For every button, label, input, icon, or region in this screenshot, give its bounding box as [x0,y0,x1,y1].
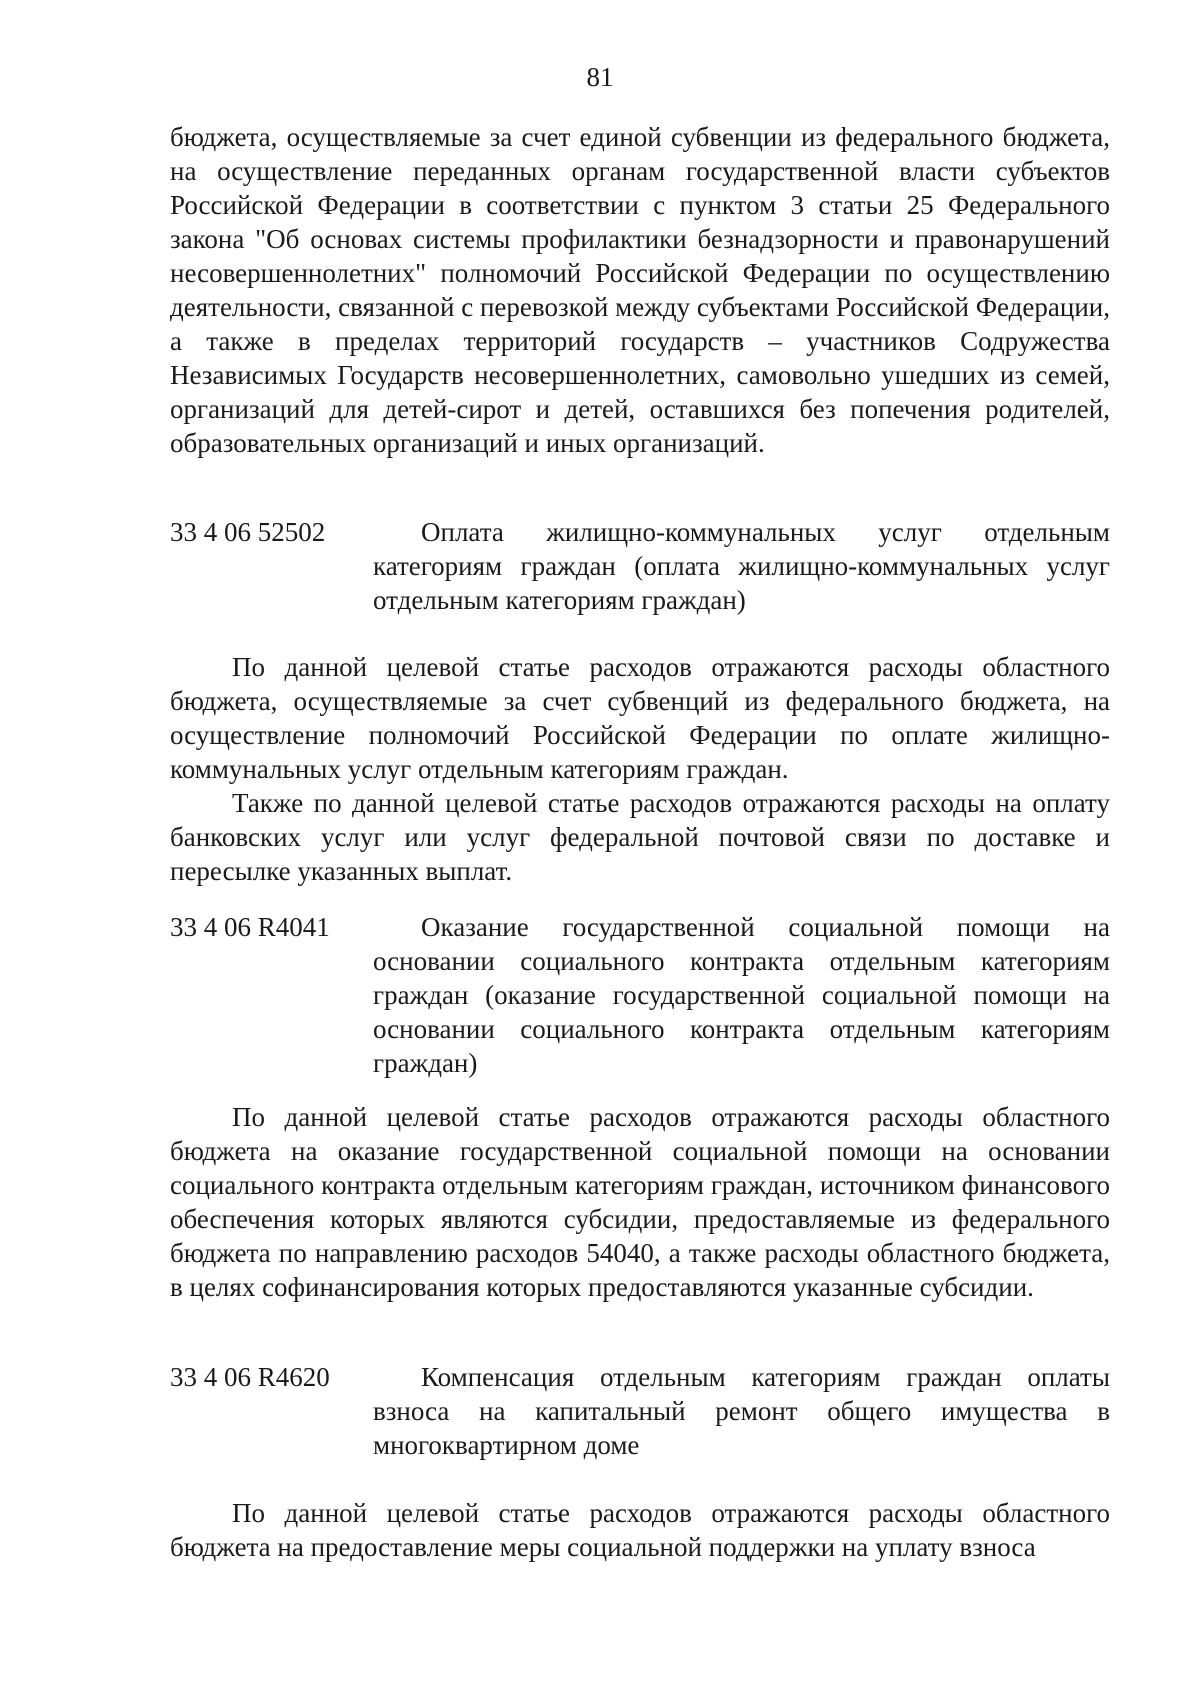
entry-52502-paragraph-1: По данной целевой статье расходов отражаются расходы областного бюджета, осуществляемые за счет субвенций из федерального бюджета, на осуществление полномочий Российской Федерации по оплате жилищно-коммунальных услуг отдельным категориям граждан. [170,652,1110,784]
entry-R4041-paragraph-1: По данной целевой статье расходов отражаются расходы областного бюджета на оказание государственной социальной помощи на основании социального контракта отдельным категориям граждан, источником финансового обеспечения которых являются субсидии, предоставляемые из федерального бюджета по направлению расходов 54040, а также расходы областного бюджета, в целях софинансирования которых предоставляются указанные субсидии. [170,1102,1110,1302]
entry-code-R4620: 33 4 06 R4620 [170,1362,330,1392]
entry-title-R4041: Оказание государственной социальной помощи на основании социального контракта отдельным категориям граждан (оказание государственной социальной помощи на основании социального контракта отдельным категориям граждан) [373,912,1110,1078]
entry-title-52502: Оплата жилищно-коммунальных услуг отдельным категориям граждан (оплата жилищно-коммунальных услуг отдельным категориям граждан) [373,517,1110,615]
entry-52502-paragraph-2: Также по данной целевой статье расходов отражаются расходы на оплату банковских услуг или услуг федеральной почтовой связи по доставке и пересылке указанных выплат. [170,788,1110,886]
page-number: 81 [586,62,614,92]
entry-title-R4620: Компенсация отдельным категориям граждан оплаты взноса на капитальный ремонт общего имущества в многоквартирном доме [373,1362,1110,1460]
entry-code-52502: 33 4 06 52502 [170,517,326,547]
entry-R4620-paragraph-1: По данной целевой статье расходов отражаются расходы областного бюджета на предоставление меры социальной поддержки на уплату взноса [170,1498,1110,1562]
entry-code-R4041: 33 4 06 R4041 [170,912,330,942]
paragraph-continuation: бюджета, осуществляемые за счет единой субвенции из федерального бюджета, на осуществление переданных органам государственной власти субъектов Российской Федерации в соответствии с пунктом 3 статьи 25 Федерального закона "Об основах системы профилактики безнадзорности и правонарушений несовершеннолетних" полномочий Российской Федерации по осуществлению деятельности, связанной с перевозкой между субъектами Российской Федерации, а также в пределах территорий государств – участников Содружества Независимых Государств несовершеннолетних, самовольно ушедших из семей, организаций для детей-сирот и детей, оставшихся без попечения родителей, образовательных организаций и иных организаций. [170,122,1110,458]
